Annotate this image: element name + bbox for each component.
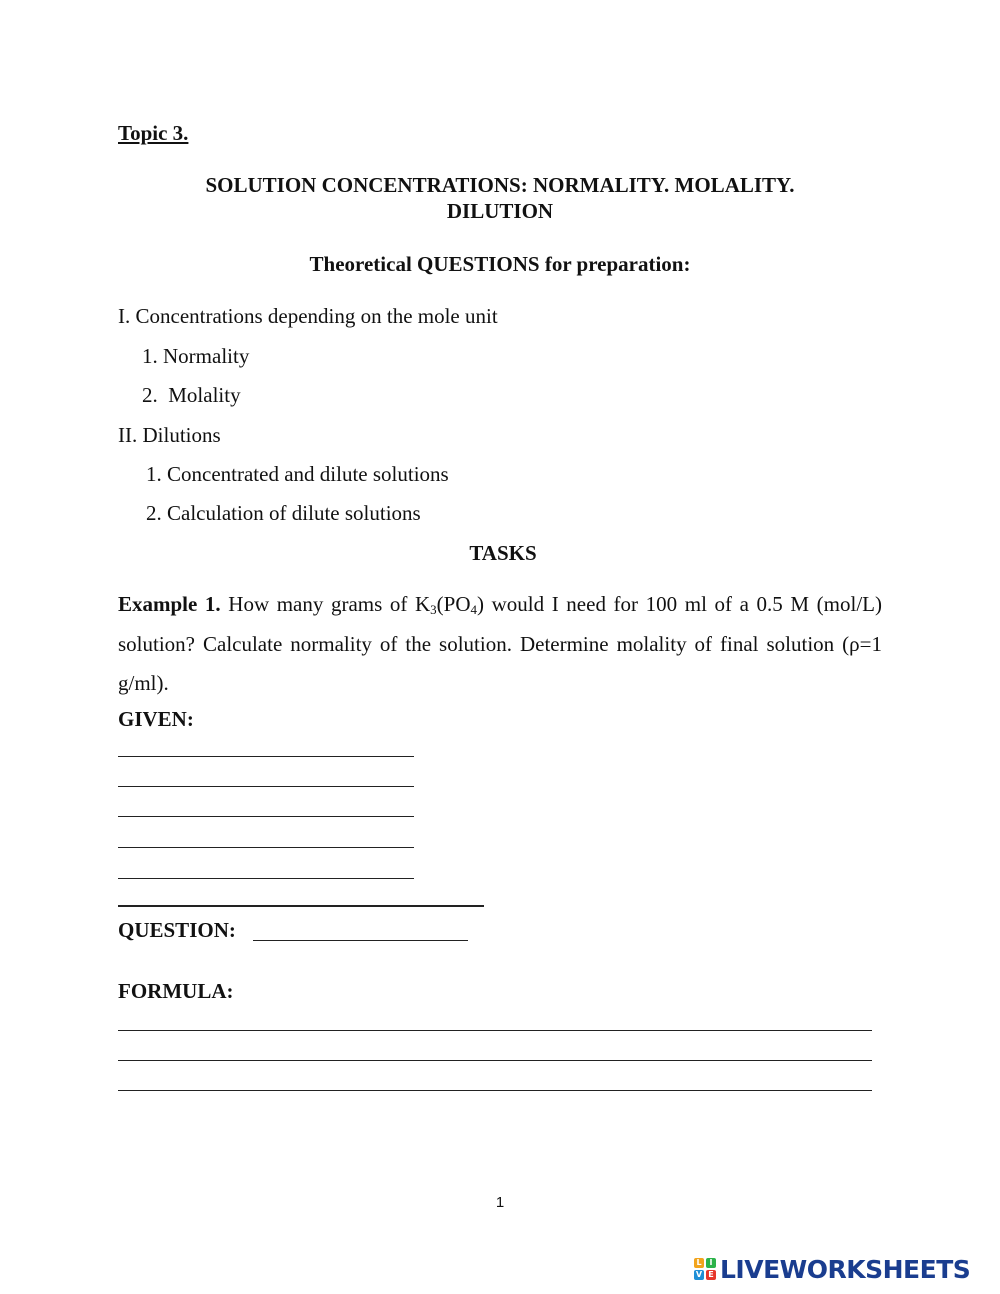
tasks-heading: TASKS xyxy=(469,541,537,565)
given-answer-line[interactable] xyxy=(118,786,414,787)
subtitle: Theoretical QUESTIONS for preparation: xyxy=(309,252,691,276)
title-line-2: DILUTION xyxy=(446,199,554,223)
example-label: Example 1. xyxy=(118,592,221,616)
liveworksheets-logo-text: LIVEWORKSHEETS xyxy=(720,1254,971,1284)
example-sub-2: 4 xyxy=(470,602,478,617)
given-label: GIVEN: xyxy=(118,707,194,731)
formula-answer-line[interactable] xyxy=(118,1030,872,1031)
example-text-a: How many grams of K xyxy=(220,592,431,616)
outline-item-calculation: 2. Calculation of dilute solutions xyxy=(146,501,421,525)
given-answer-line[interactable] xyxy=(118,816,414,817)
example-1-paragraph xyxy=(118,585,882,704)
formula-answer-line[interactable] xyxy=(118,1060,872,1061)
given-separator-line xyxy=(118,905,484,907)
formula-answer-line[interactable] xyxy=(118,1090,872,1091)
outline-item-molality: 2. Molality xyxy=(142,383,241,407)
example-text-b: (PO xyxy=(436,592,471,616)
outline-item-normality: 1. Normality xyxy=(142,344,250,368)
outline-item-concentrated: 1. Concentrated and dilute solutions xyxy=(146,462,449,486)
example-text-c: ) would I need for 100 ml of a 0.5 M (mol/L) solution? Calculate normality of the solution. Determine molality of final solution (ρ=1 g/ml). xyxy=(118,592,882,695)
topic-label: Topic 3. xyxy=(118,121,189,145)
outline-section-1: I. Concentrations depending on the mole unit xyxy=(118,304,498,328)
question-label: QUESTION: xyxy=(118,918,236,942)
logo-tile-v: V xyxy=(695,1270,703,1279)
liveworksheets-logo[interactable] xyxy=(694,1253,970,1285)
formula-label: FORMULA: xyxy=(118,979,234,1003)
given-answer-line[interactable] xyxy=(118,756,414,757)
logo-tile-i: I xyxy=(706,1258,716,1268)
given-answer-line[interactable] xyxy=(118,847,414,848)
logo-tile-l: L xyxy=(694,1258,704,1268)
outline-section-2: II. Dilutions xyxy=(118,423,221,447)
example-sub-1: 3 xyxy=(430,602,437,617)
title-line-1: SOLUTION CONCENTRATIONS: NORMALITY. MOLALITY. xyxy=(205,173,795,197)
logo-tile-e: E xyxy=(706,1270,716,1280)
given-answer-line[interactable] xyxy=(118,878,414,879)
liveworksheets-logo-icon xyxy=(694,1258,716,1280)
page-number: 1 xyxy=(495,1194,505,1211)
question-answer-line[interactable] xyxy=(253,940,468,941)
